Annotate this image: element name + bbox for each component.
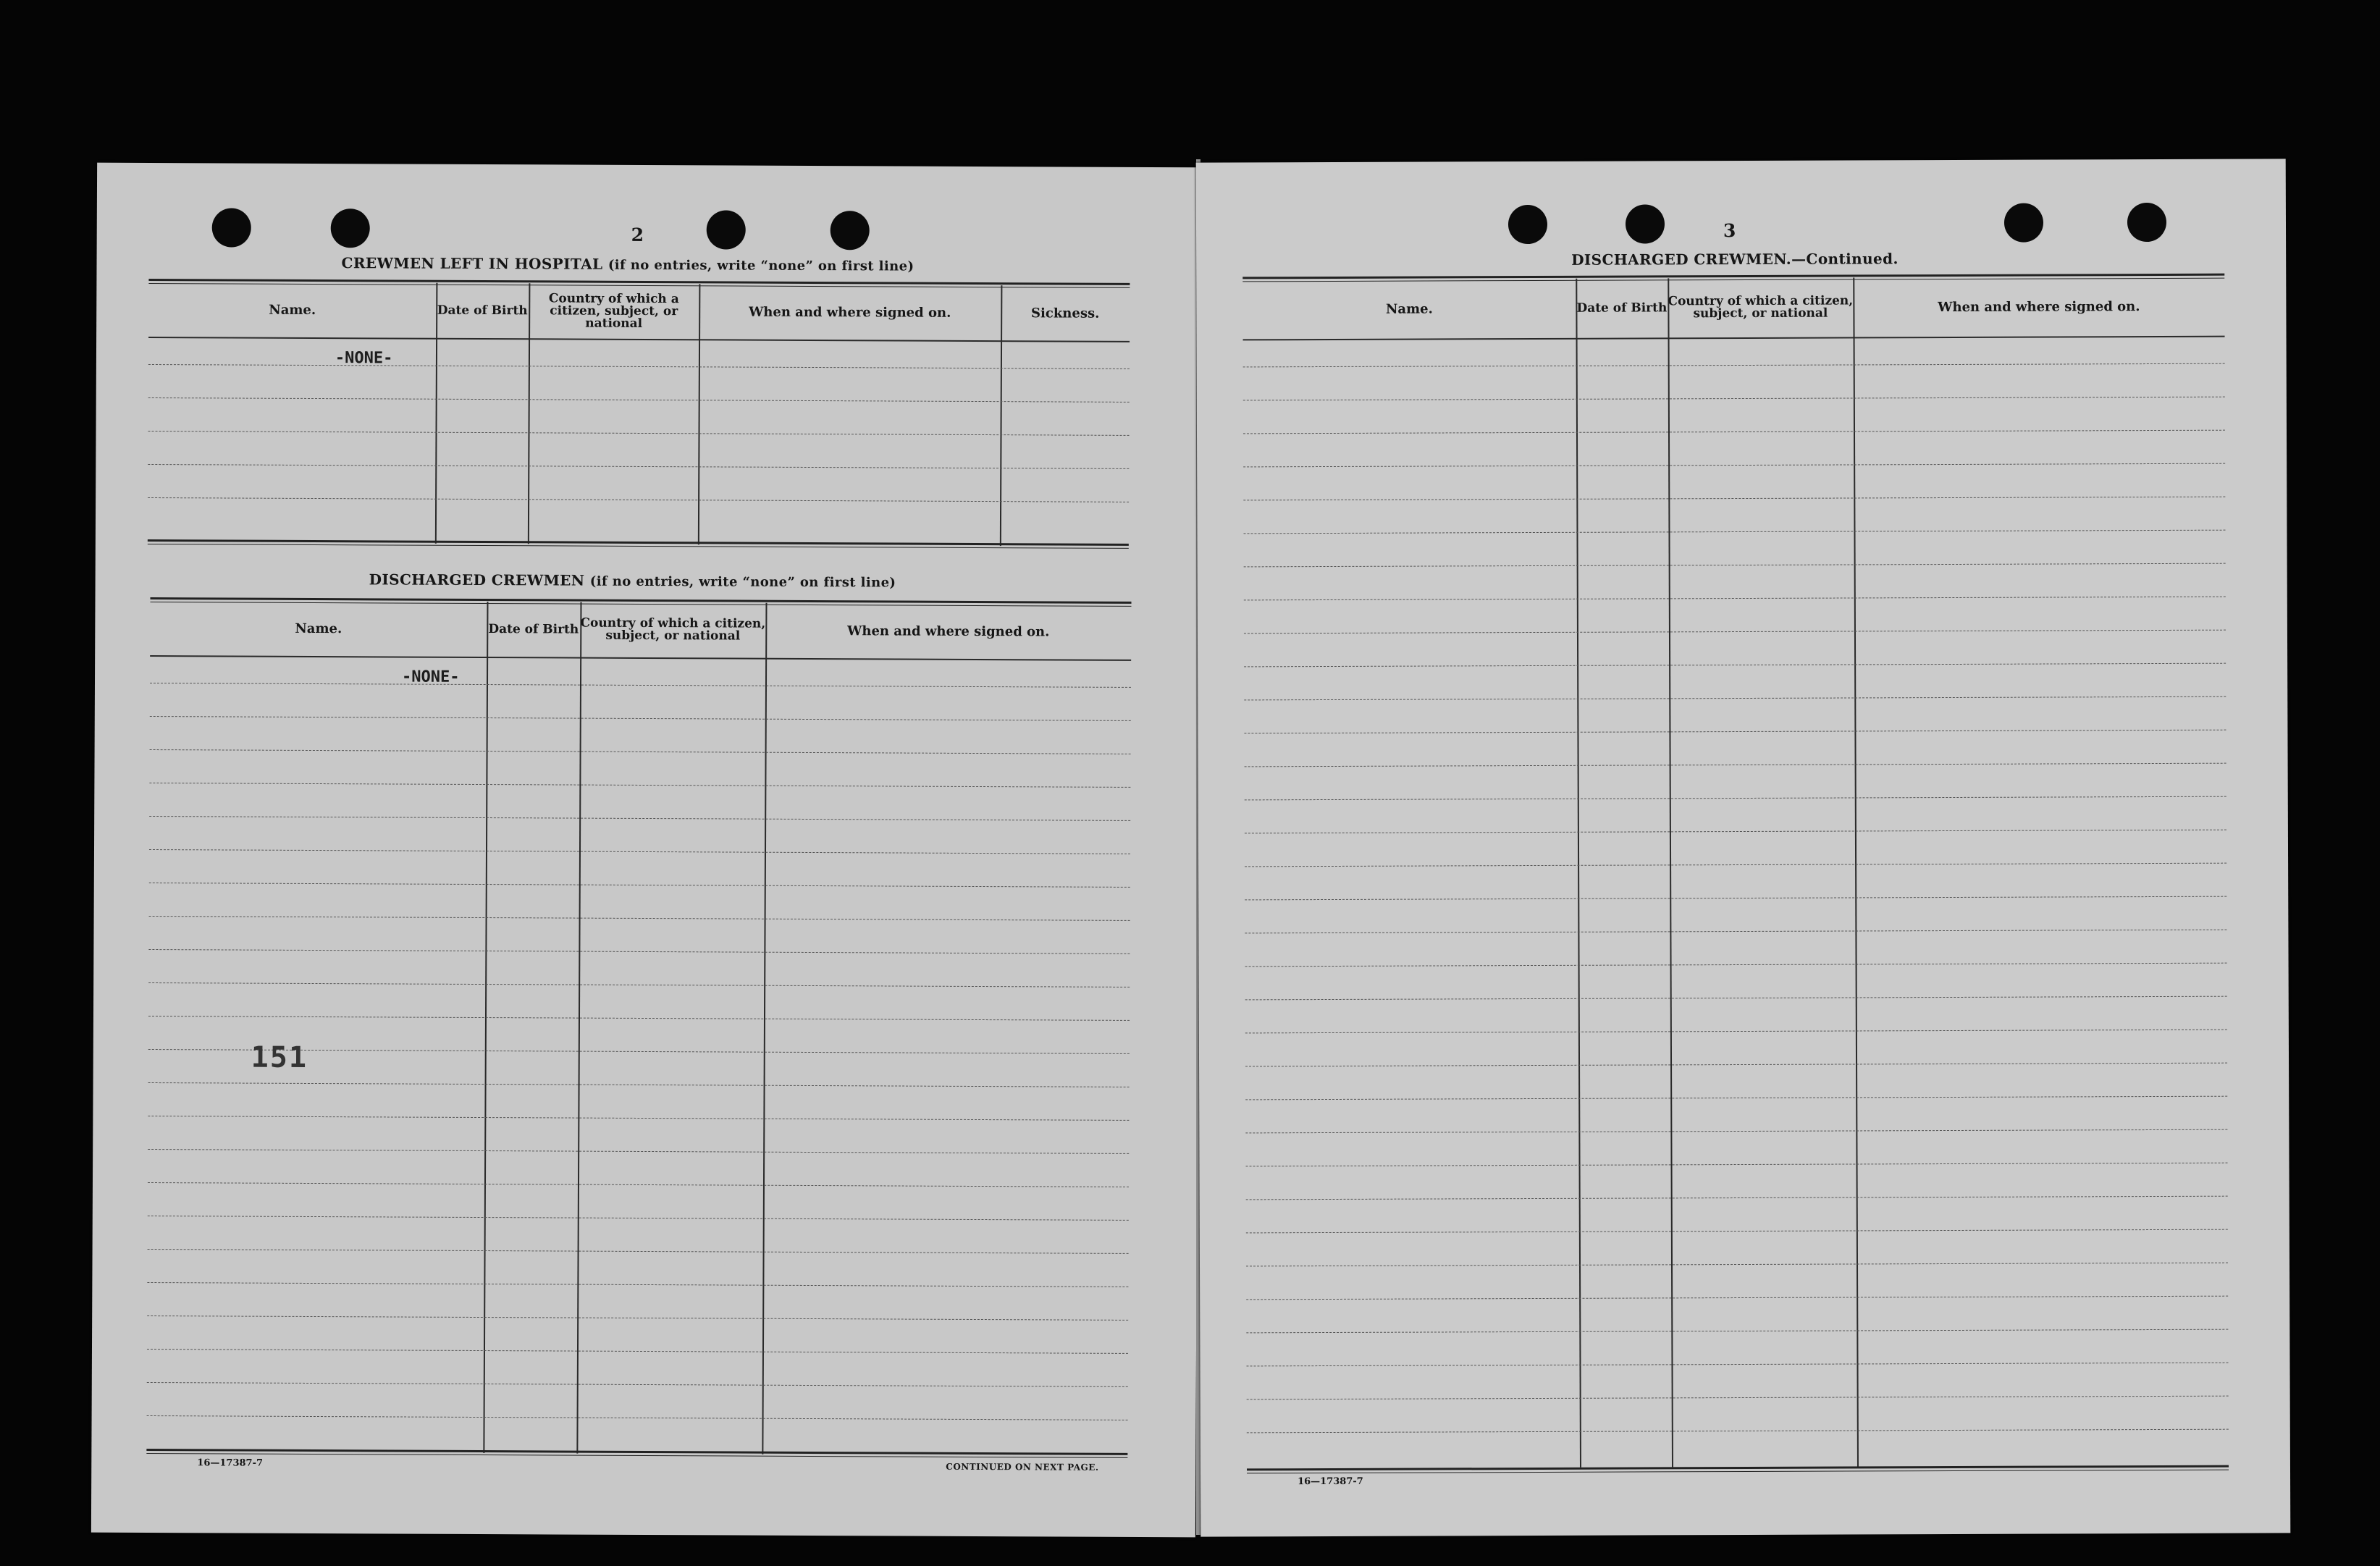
table-bottom-rule	[146, 1449, 1127, 1458]
entry-line	[148, 464, 1129, 469]
entry-line	[147, 1415, 1128, 1420]
entry-line	[147, 1382, 1128, 1387]
discharged-title-text: DISCHARGED CREWMEN	[369, 571, 585, 589]
entry-line	[148, 1082, 1130, 1087]
punch-hole	[2004, 203, 2043, 243]
column-divider	[483, 602, 488, 1453]
column-header-signed-on: When and where signed on.	[749, 304, 951, 321]
form-number: 16—17387-7	[197, 1457, 264, 1469]
entry-line	[149, 883, 1130, 888]
column-header-signed-on: When and where signed on.	[1938, 298, 2140, 315]
left-page	[91, 163, 1201, 1538]
right-page	[1196, 159, 2291, 1536]
entry-line	[1245, 1063, 2227, 1067]
hospital-table	[148, 279, 1130, 551]
hospital-subtitle-text: (if no entries, write “none” on first line)	[607, 257, 914, 274]
stamped-number: 151	[251, 1040, 308, 1074]
page-number: 2	[631, 224, 644, 245]
hospital-title-text: CREWMEN LEFT IN HOSPITAL	[341, 254, 603, 273]
entry-line	[1245, 830, 2226, 834]
discharged-subtitle-text: (if no entries, write “none” on first line)	[589, 573, 896, 591]
entry-line	[148, 1182, 1129, 1187]
entry-line	[1245, 763, 2226, 767]
entry-line	[1244, 630, 2226, 634]
column-divider	[576, 602, 581, 1454]
entry-line	[148, 982, 1130, 988]
discharged-section-title	[369, 571, 896, 590]
entry-line	[1245, 996, 2227, 1001]
entry-line	[148, 397, 1130, 403]
discharged-continued-title: DISCHARGED CREWMEN.—Continued.	[1571, 250, 1898, 269]
entry-line	[1247, 1429, 2229, 1434]
entry-line	[148, 949, 1130, 954]
entry-line	[149, 783, 1130, 788]
discharged-table	[146, 597, 1131, 1456]
entry-line	[1245, 863, 2226, 867]
punch-hole	[331, 209, 370, 248]
entry-line	[149, 849, 1130, 854]
entry-line	[148, 431, 1130, 436]
entry-line	[147, 1349, 1128, 1354]
entry-line	[1245, 963, 2227, 967]
discharged-entry: -NONE-	[401, 668, 460, 686]
entry-line	[148, 1216, 1129, 1221]
entry-line	[1244, 696, 2226, 701]
column-header-sickness: Sickness.	[1031, 305, 1100, 321]
entry-line	[1246, 1163, 2228, 1167]
entry-line	[1246, 1363, 2228, 1367]
punch-hole	[831, 211, 870, 250]
entry-line	[1244, 597, 2226, 601]
column-divider	[1668, 278, 1673, 1467]
discharged-continued-table	[1242, 274, 2229, 1472]
entry-line	[1246, 1296, 2228, 1300]
entry-line	[1246, 1229, 2228, 1234]
entry-line	[1247, 1396, 2229, 1400]
punch-hole	[707, 210, 746, 249]
column-header-country: Country of which a citizen, subject, or national	[1668, 293, 1854, 321]
hospital-section-title	[341, 254, 914, 274]
entry-line	[1243, 530, 2225, 534]
entry-line	[1244, 563, 2226, 568]
column-header-date-of-birth: Date of Birth	[488, 621, 579, 637]
column-header-name: Name.	[1385, 300, 1433, 317]
entry-line	[1246, 1329, 2228, 1334]
column-divider	[1853, 277, 1859, 1466]
column-header-date-of-birth: Date of Birth	[1576, 300, 1668, 316]
punch-hole	[2127, 203, 2166, 242]
punch-hole	[1626, 204, 1665, 243]
entry-line	[1243, 363, 2225, 368]
table-bottom-rule	[1247, 1465, 2229, 1474]
column-header-signed-on: When and where signed on.	[847, 623, 1050, 639]
entry-line	[1245, 896, 2226, 901]
entry-line	[1243, 497, 2225, 501]
column-divider	[1576, 279, 1581, 1468]
entry-line	[1245, 796, 2226, 801]
column-header-country: Country of which a citizen, subject, or national	[580, 615, 766, 644]
entry-line	[148, 497, 1129, 502]
hospital-entry: -NONE-	[335, 349, 393, 368]
page-number: 3	[1723, 220, 1736, 242]
entry-line	[1245, 1096, 2227, 1100]
form-number: 16—17387-7	[1298, 1476, 1363, 1488]
column-header-date-of-birth: Date of Birth	[437, 303, 528, 318]
column-header-country: Country of which a citizen, subject, or national	[548, 290, 679, 331]
entry-line	[147, 1282, 1128, 1287]
column-divider	[762, 603, 767, 1455]
entry-line	[149, 816, 1130, 821]
entry-line	[150, 749, 1131, 754]
entry-line	[1246, 1196, 2228, 1200]
entry-line	[148, 1016, 1130, 1021]
entry-line	[147, 1315, 1128, 1321]
entry-line	[149, 916, 1130, 921]
entry-line	[150, 716, 1131, 721]
column-header-name: Name.	[269, 302, 316, 318]
entry-line	[1243, 430, 2225, 434]
entry-line	[150, 683, 1131, 688]
entry-line	[1246, 1263, 2228, 1267]
entry-line	[1243, 397, 2225, 401]
entry-line	[148, 364, 1130, 369]
column-header-name: Name.	[295, 620, 342, 636]
entry-line	[1245, 1030, 2227, 1034]
entry-line	[1245, 930, 2226, 934]
entry-line	[1244, 663, 2226, 668]
entry-line	[1244, 730, 2226, 734]
continued-note: CONTINUED ON NEXT PAGE.	[946, 1461, 1099, 1473]
entry-line	[148, 1116, 1129, 1121]
punch-hole	[1508, 205, 1547, 244]
entry-line	[148, 1249, 1129, 1254]
punch-hole	[212, 208, 251, 247]
entry-line	[1245, 1129, 2227, 1134]
table-bottom-rule	[148, 539, 1129, 549]
entry-line	[148, 1149, 1129, 1154]
entry-line	[1243, 463, 2225, 468]
